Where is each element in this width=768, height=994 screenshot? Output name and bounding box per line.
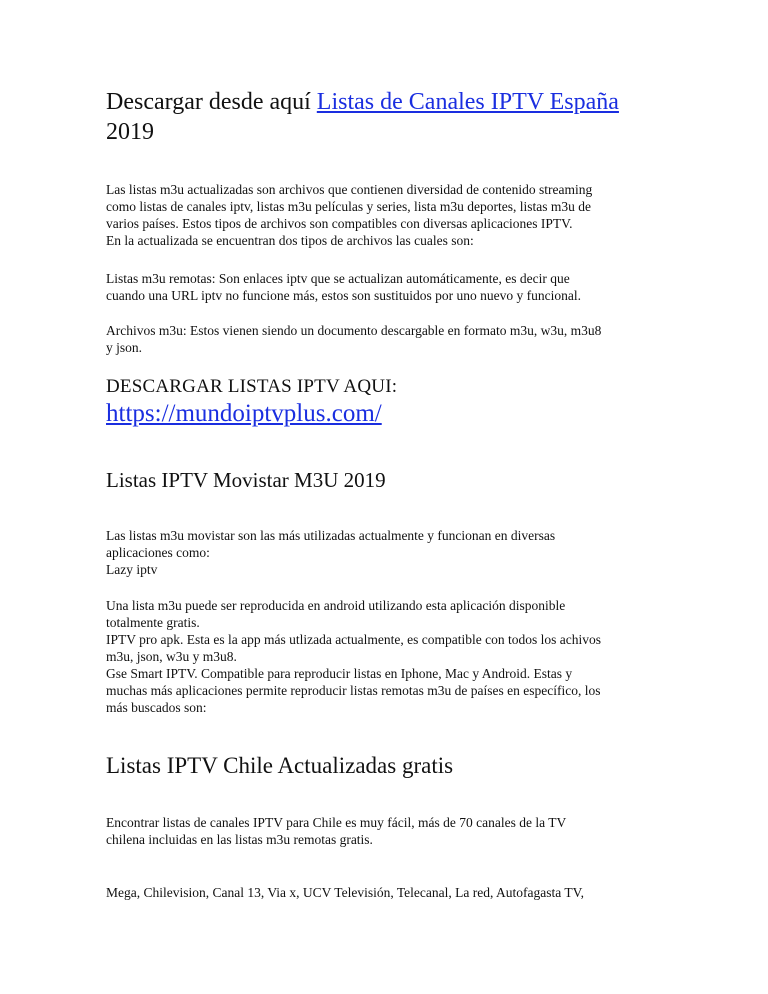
- listas-canales-link[interactable]: Listas de Canales IPTV España: [316, 89, 619, 115]
- chile-paragraph-2: Mega, Chilevision, Canal 13, Via x, UCV Televisión, Telecanal, La red, Autofagasta TV,: [106, 885, 584, 900]
- download-section: [106, 376, 666, 428]
- download-label: DESCARGAR LISTAS IPTV AQUI:: [106, 376, 398, 397]
- heading-chile: Listas IPTV Chile Actualizadas gratis: [106, 753, 454, 778]
- movistar-paragraph-2: Una lista m3u puede ser reproducida en android utilizando esta aplicación disponible totalmente gratis. IPTV pro apk. Esta es la app más utlizada actualmente, es compatible con todos los achivos m3u, json, w3u y m3u8. Gse Smart IPTV. Compatible para reproducir listas en Iphone, Mac y Android. Estas y muchas más aplicaciones permite reproducir listas remotas m3u de países en específico, los más buscados son:: [106, 598, 601, 715]
- remotas-paragraph: Listas m3u remotas: Son enlaces iptv que se actualizan automáticamente, es decir que cuando una URL iptv no funcione más, estos son sustituidos por uno nuevo y funcional.: [106, 271, 581, 303]
- chile-paragraph-1: Encontrar listas de canales IPTV para Chile es muy fácil, más de 70 canales de la TV chilena incluidas en las listas m3u remotas gratis.: [106, 815, 567, 847]
- archivos-paragraph: Archivos m3u: Estos vienen siendo un documento descargable en formato m3u, w3u, m3u8 y json.: [106, 323, 602, 355]
- heading-prefix: Descargar desde aquí: [106, 89, 311, 115]
- heading-year: 2019: [106, 119, 154, 145]
- heading-descargar: [106, 87, 666, 147]
- intro-paragraph: Las listas m3u actualizadas son archivos que contienen diversidad de contenido streaming como listas de canales iptv, listas m3u películas y series, lista m3u deportes, listas m3u de varios países. Estos tipos de archivos son compatibles con diversas aplicaciones IPTV. En la actualizada se encuentran dos tipos de archivos las cuales son:: [106, 182, 593, 248]
- download-url-link[interactable]: https://mundoiptvplus.com/: [106, 400, 382, 427]
- movistar-paragraph-1: Las listas m3u movistar son las más utilizadas actualmente y funcionan en diversas aplicaciones como: Lazy iptv: [106, 528, 556, 577]
- heading-movistar: Listas IPTV Movistar M3U 2019: [106, 468, 386, 492]
